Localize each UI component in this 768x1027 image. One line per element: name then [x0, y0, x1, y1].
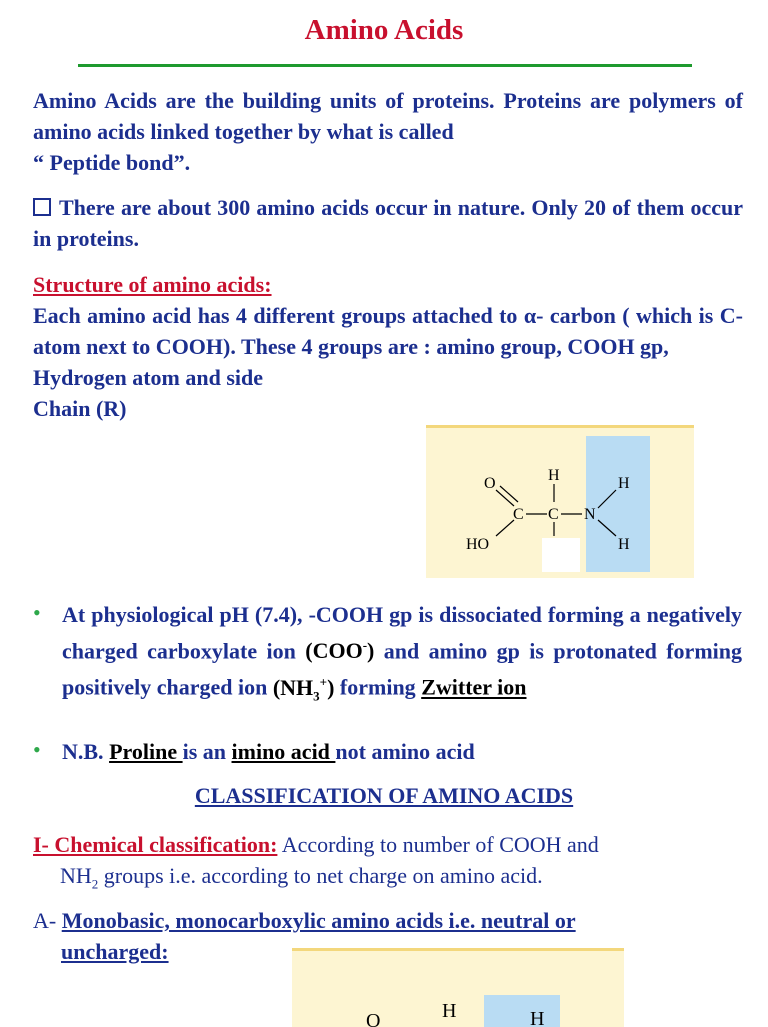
- neutral-amino-acid-figure: [292, 948, 624, 1027]
- structure-heading: Structure of amino acids:: [33, 272, 272, 297]
- chemical-classification-heading: I- Chemical classification:: [33, 832, 278, 857]
- zwitter-ion-term: Zwitter ion: [421, 674, 527, 700]
- alpha-hydrogen-label: H: [548, 467, 560, 484]
- carboxylate-charge: -: [362, 638, 368, 653]
- amine-hydrogen-top-label: H: [618, 475, 630, 492]
- section-a-prefix: A-: [33, 908, 62, 933]
- amine-hydrogen-bottom-label: H: [618, 536, 630, 553]
- chemical-classification-text-2: groups i.e. according to net charge on amino acid.: [98, 863, 543, 888]
- section-a-heading-1: Monobasic, monocarboxylic amino acids i.e. neutral or: [61, 908, 576, 933]
- oxygen-label: O: [366, 1010, 381, 1027]
- proline-rest-text: not amino acid: [335, 739, 475, 764]
- bullet1-text-2: and amino gp is protonated forming positively charged ion: [62, 638, 742, 700]
- bullet-dot-icon: •: [33, 600, 41, 625]
- nb-label: N.B.: [62, 739, 110, 764]
- imino-acid-term: imino acid: [231, 739, 336, 764]
- alpha-carbon-label: C: [548, 506, 559, 523]
- amino-group-highlight: [484, 995, 560, 1027]
- alpha-hydrogen-label: H: [442, 1000, 457, 1022]
- hydroxyl-label: HO: [466, 536, 490, 553]
- nh2-subscript: 2: [91, 876, 99, 892]
- ammonium-close: ): [327, 674, 335, 700]
- ammonium-charge: +: [319, 674, 328, 690]
- carbonyl-carbon-label: C: [513, 506, 524, 523]
- structure-text-3: Chain (R): [33, 396, 127, 421]
- amino-acid-structure-diagram: [426, 428, 694, 578]
- proline-note: [62, 736, 742, 767]
- title-divider: [78, 64, 692, 67]
- bullet-dot-icon: •: [33, 737, 41, 762]
- fact-text: There are about 300 amino acids occur in nature. Only 20 of them occur in proteins.: [33, 195, 743, 251]
- section-a-heading-2: uncharged:: [61, 939, 169, 964]
- chemical-classification-line-2: [33, 863, 543, 892]
- amino-acid-structure-figure: [426, 425, 694, 578]
- zwitter-ion-paragraph: [62, 599, 742, 711]
- amine-hydrogen-label: H: [530, 1008, 545, 1027]
- chemical-classification: [33, 829, 743, 899]
- classification-heading-wrap: [0, 783, 768, 809]
- fact-paragraph: [33, 192, 743, 254]
- checkbox-bullet-icon: [33, 198, 51, 216]
- carboxylate-text: (COO: [305, 638, 363, 664]
- side-chain-placeholder: [542, 538, 580, 572]
- intro-text-2: “ Peptide bond”.: [33, 150, 191, 175]
- intro-text-1: Amino Acids are the building units of proteins. Proteins are polymers of amino acids linked together by what is called: [33, 88, 743, 144]
- ammonium-text: (NH: [272, 674, 314, 700]
- nitrogen-label: N: [584, 506, 596, 523]
- structure-text-2: Hydrogen atom and side: [33, 365, 264, 390]
- page-title: Amino Acids: [304, 14, 464, 46]
- chemical-classification-text-1: According to number of COOH and: [277, 832, 599, 857]
- ammonium-formula: [272, 674, 335, 704]
- proline-is-an-text: is an: [182, 739, 232, 764]
- intro-paragraph: [33, 85, 743, 178]
- structure-text-1: Each amino acid has 4 different groups attached to α- carbon ( which is C-atom next to COOH). These 4 groups are : amino group, COOH gp,: [33, 303, 743, 359]
- proline-term: Proline: [109, 739, 183, 764]
- ammonium-subscript: 3: [313, 688, 320, 704]
- bullet1-text-3: forming: [334, 674, 416, 700]
- structure-section: [33, 269, 743, 424]
- oxygen-label: O: [484, 475, 496, 492]
- classification-heading: CLASSIFICATION OF AMINO ACIDS: [194, 783, 574, 808]
- bullet1-text-1: At physiological pH (7.4), -COOH gp is dissociated forming a negatively charged carboxylate ion: [62, 602, 742, 664]
- neutral-amino-acid-diagram: [292, 951, 624, 1027]
- nh2-text: NH: [60, 863, 92, 888]
- carboxylate-close: ): [367, 638, 375, 664]
- carboxylate-formula: [305, 638, 374, 663]
